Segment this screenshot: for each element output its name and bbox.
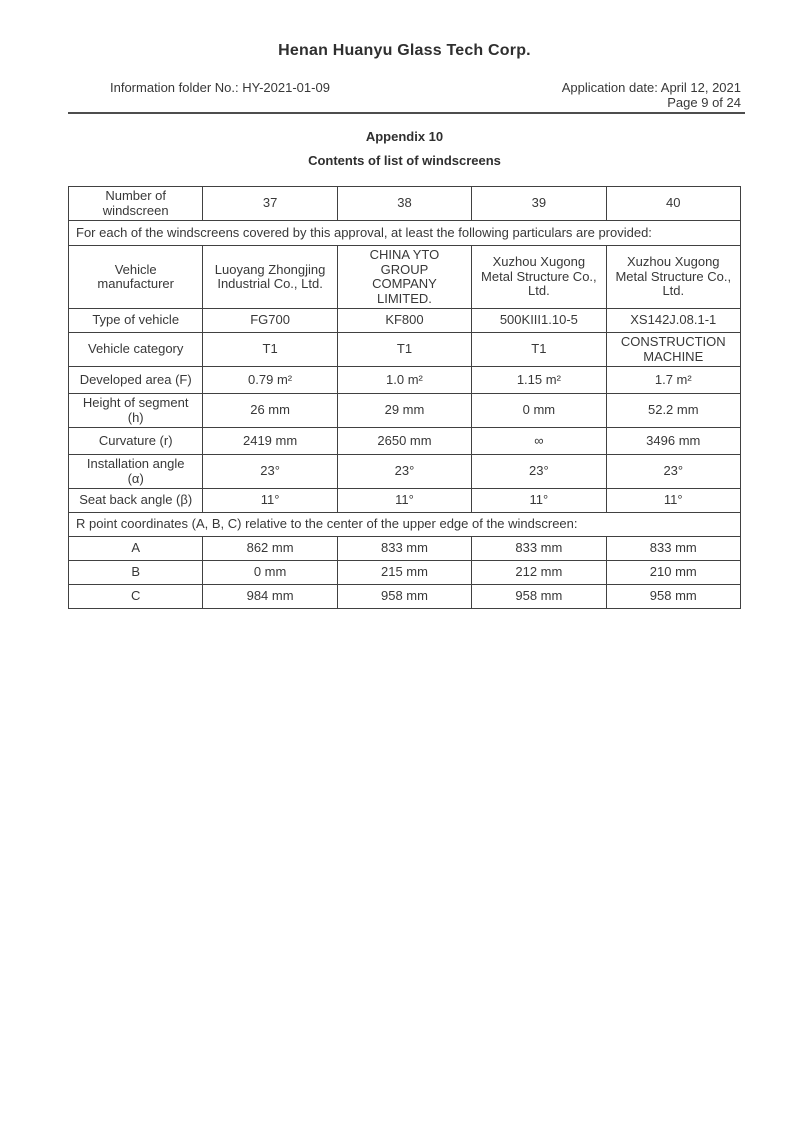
cell-value: T1 bbox=[337, 333, 471, 367]
cell-value: 29 mm bbox=[337, 394, 471, 428]
cell-text: Xuzhou Xugong Metal Structure Co., Ltd. bbox=[481, 254, 597, 299]
row-label: Curvature (r) bbox=[69, 428, 203, 455]
windscreen-number: 37 bbox=[203, 187, 337, 221]
row-label-text: Height of segment (h) bbox=[82, 395, 189, 425]
table-row-coordinate-a bbox=[69, 537, 741, 561]
cell-value: 23° bbox=[337, 455, 471, 489]
cell-value: 833 mm bbox=[337, 537, 471, 561]
cell-value: 215 mm bbox=[337, 561, 471, 585]
cell-value: 0 mm bbox=[203, 561, 337, 585]
cell-value: 23° bbox=[203, 455, 337, 489]
row-label: Developed area (F) bbox=[69, 367, 203, 394]
approval-note: For each of the windscreens covered by this approval, at least the following particulars are provided: bbox=[69, 221, 741, 246]
cell-value: 23° bbox=[606, 455, 740, 489]
cell-value: T1 bbox=[472, 333, 606, 367]
table-row-manufacturer bbox=[69, 246, 741, 309]
table-row-rpoint-note bbox=[69, 513, 741, 537]
document-subtitle: Contents of list of windscreens bbox=[308, 153, 501, 168]
cell-value: 26 mm bbox=[203, 394, 337, 428]
cell-value: 11° bbox=[606, 489, 740, 513]
cell-value: 984 mm bbox=[203, 585, 337, 609]
appendix-title: Appendix 10 bbox=[365, 129, 444, 144]
row-label: B bbox=[69, 561, 203, 585]
table-row-developed-area bbox=[69, 367, 741, 394]
page-number: Page 9 of 24 bbox=[667, 95, 741, 110]
cell-value: 500KIII1.10-5 bbox=[472, 309, 606, 333]
table-row-type-of-vehicle bbox=[69, 309, 741, 333]
application-date: Application date: April 12, 2021 bbox=[561, 80, 741, 95]
row-label: Vehicle category bbox=[69, 333, 203, 367]
page-content bbox=[68, 0, 741, 609]
cell-value: 958 mm bbox=[472, 585, 606, 609]
cell-value bbox=[337, 246, 471, 309]
table-row-height-of-segment bbox=[69, 394, 741, 428]
info-row bbox=[68, 80, 741, 95]
row-label bbox=[69, 187, 203, 221]
cell-text: CHINA YTO GROUP COMPANY LIMITED. bbox=[369, 247, 440, 306]
cell-value: 862 mm bbox=[203, 537, 337, 561]
cell-value: 212 mm bbox=[472, 561, 606, 585]
cell-value: 0.79 m² bbox=[203, 367, 337, 394]
cell-value: 52.2 mm bbox=[606, 394, 740, 428]
cell-value: 1.7 m² bbox=[606, 367, 740, 394]
row-label: C bbox=[69, 585, 203, 609]
cell-value: 2419 mm bbox=[203, 428, 337, 455]
company-title: Henan Huanyu Glass Tech Corp. bbox=[278, 42, 531, 59]
cell-value: 833 mm bbox=[472, 537, 606, 561]
cell-value: 11° bbox=[472, 489, 606, 513]
cell-value: 958 mm bbox=[606, 585, 740, 609]
cell-value: 1.0 m² bbox=[337, 367, 471, 394]
table-row-installation-angle bbox=[69, 455, 741, 489]
cell-value: 2650 mm bbox=[337, 428, 471, 455]
cell-value: 833 mm bbox=[606, 537, 740, 561]
cell-value: XS142J.08.1-1 bbox=[606, 309, 740, 333]
row-label bbox=[69, 394, 203, 428]
row-label: A bbox=[69, 537, 203, 561]
windscreen-number: 40 bbox=[606, 187, 740, 221]
table-row-coordinate-c bbox=[69, 585, 741, 609]
row-label-text: Number of windscreen bbox=[102, 188, 169, 218]
cell-value: 210 mm bbox=[606, 561, 740, 585]
table-row-note bbox=[69, 221, 741, 246]
cell-value: 11° bbox=[203, 489, 337, 513]
cell-value: ∞ bbox=[472, 428, 606, 455]
cell-value: 23° bbox=[472, 455, 606, 489]
cell-value: 11° bbox=[337, 489, 471, 513]
cell-value: 0 mm bbox=[472, 394, 606, 428]
cell-value: FG700 bbox=[203, 309, 337, 333]
cell-text: Xuzhou Xugong Metal Structure Co., Ltd. bbox=[615, 254, 732, 299]
cell-value bbox=[606, 246, 740, 309]
cell-value: KF800 bbox=[337, 309, 471, 333]
windscreens-table bbox=[68, 186, 741, 609]
table-row-vehicle-category bbox=[69, 333, 741, 367]
r-point-note: R point coordinates (A, B, C) relative to the center of the upper edge of the windscreen: bbox=[69, 513, 741, 537]
table-row-curvature bbox=[69, 428, 741, 455]
table-row-header bbox=[69, 187, 741, 221]
row-label bbox=[69, 246, 203, 309]
table-row-seat-back-angle bbox=[69, 489, 741, 513]
header-divider bbox=[68, 112, 745, 114]
cell-value: 3496 mm bbox=[606, 428, 740, 455]
cell-value: CONSTRUCTION MACHINE bbox=[606, 333, 740, 367]
windscreen-number: 38 bbox=[337, 187, 471, 221]
cell-value bbox=[472, 246, 606, 309]
cell-value bbox=[203, 246, 337, 309]
row-label-text: Installation angle (α) bbox=[86, 456, 185, 486]
windscreen-number: 39 bbox=[472, 187, 606, 221]
information-folder-number: Information folder No.: HY-2021-01-09 bbox=[110, 80, 330, 95]
table-row-coordinate-b bbox=[69, 561, 741, 585]
row-label-text: Vehicle manufacturer bbox=[97, 261, 174, 291]
cell-value: 958 mm bbox=[337, 585, 471, 609]
cell-value: 1.15 m² bbox=[472, 367, 606, 394]
row-label: Seat back angle (β) bbox=[69, 489, 203, 513]
row-label bbox=[69, 455, 203, 489]
cell-text: Luoyang Zhongjing Industrial Co., Ltd. bbox=[214, 261, 326, 291]
cell-value: T1 bbox=[203, 333, 337, 367]
row-label: Type of vehicle bbox=[69, 309, 203, 333]
